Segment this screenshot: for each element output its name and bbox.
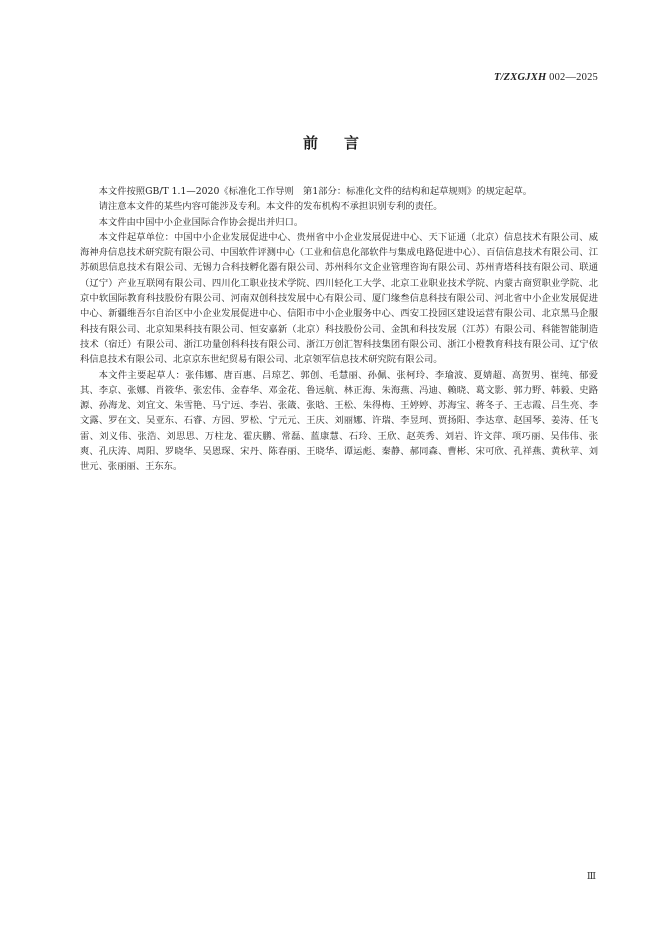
paragraph-drafters: 本文件主要起草人：张伟娜、唐百惠、吕琼艺、郭创、毛慧丽、孙佩、张柯玲、李瑜波、夏婧超、高贺男、崔纯、郁爱其、李京、张娜、肖筱华、张宏伟、金春华、邓金花、鲁远航、林正海、朱海燕、冯迪、赖晓、葛文影、郭力野、韩毅、史路源、孙海龙、刘宜文、朱雪艳、马宁远、李岩、张箴、张晗、王松、朱得梅、王婷婷、苏海宝、蒋冬子、王志霞、吕生亮、李文露、罗在文、吴亚东、石睿、方园、罗松、宁元元、王庆、刘丽娜、许瑞、李昱珂、贾扬阳、李达章、赵国琴、姜涛、任飞雷、刘义伟、张浩、刘思思、万柱龙、霍庆鹏、常磊、蓝康慧、石玲、王欣、赵英秀、刘岩、许文萍、项巧丽、吴伟伟、张爽、孔庆涛、周阳、罗晓华、吴恩琛、宋丹、陈春丽、王晓华、谭运彪、秦静、郝同森、曹彬、宋可欣、孔祥燕、黄秋苹、刘世元、张丽丽、王东东。 <box>80 369 598 473</box>
foreword-body <box>80 184 598 475</box>
standard-code <box>494 72 598 83</box>
paragraph-proposer: 本文件由中国中小企业国际合作协会提出并归口。 <box>98 216 304 228</box>
paragraph-patent-notice: 请注意本文件的某些内容可能涉及专利。本文件的发布机构不承担识别专利的责任。 <box>98 201 443 213</box>
paragraph-drafting-rules: 本文件按照GB/T 1.1—2020《标准化工作导则 第1部分：标准化文件的结构和起草规则》的规定起草。 <box>98 186 533 197</box>
page-number: Ⅲ <box>586 872 596 882</box>
standard-code-number: 002—2025 <box>546 72 598 83</box>
page-title: 前言 <box>302 134 385 152</box>
standard-code-prefix: T/ZXGJXH <box>493 72 547 83</box>
paragraph-drafting-units: 本文件起草单位：中国中小企业发展促进中心、贵州省中小企业发展促进中心、天下证通（北京）信息技术有限公司、威海神舟信息技术研究院有限公司、中国软件评测中心（工业和信息化部软件与集成电路促进中心）、百信信息技术有限公司、江苏硕思信息技术有限公司、无锡力合科技孵化器有限公司、苏州科尔文企业管理咨询有限公司、苏州青塔科技有限公司、联通（辽宁）产业互联网有限公司、四川化工职业技术学院、四川轻化工大学、北京工业职业技术学院、内蒙古商贸职业学院、北京中软国际教育科技股份有限公司、河南双创科技发展中心有限公司、厦门缘叁信息科技有限公司、河北省中小企业发展促进中心、新疆维吾尔自治区中小企业发展促进中心、信阳市中小企业服务中心、西安工投园区建设运营有限公司、北京黑马企服科技有限公司、北京知果科技有限公司、恒安嘉新（北京）科技股份公司、金凯和科技发展（江苏）有限公司、科能智能制造技术（宿迁）有限公司、浙江功量创科科技有限公司、浙江万创汇智科技集团有限公司、浙江小橙教育科技有限公司、辽宁依科信息技术有限公司、北京京东世纪贸易有限公司、北京领军信息技术研究院有限公司。 <box>80 231 598 366</box>
